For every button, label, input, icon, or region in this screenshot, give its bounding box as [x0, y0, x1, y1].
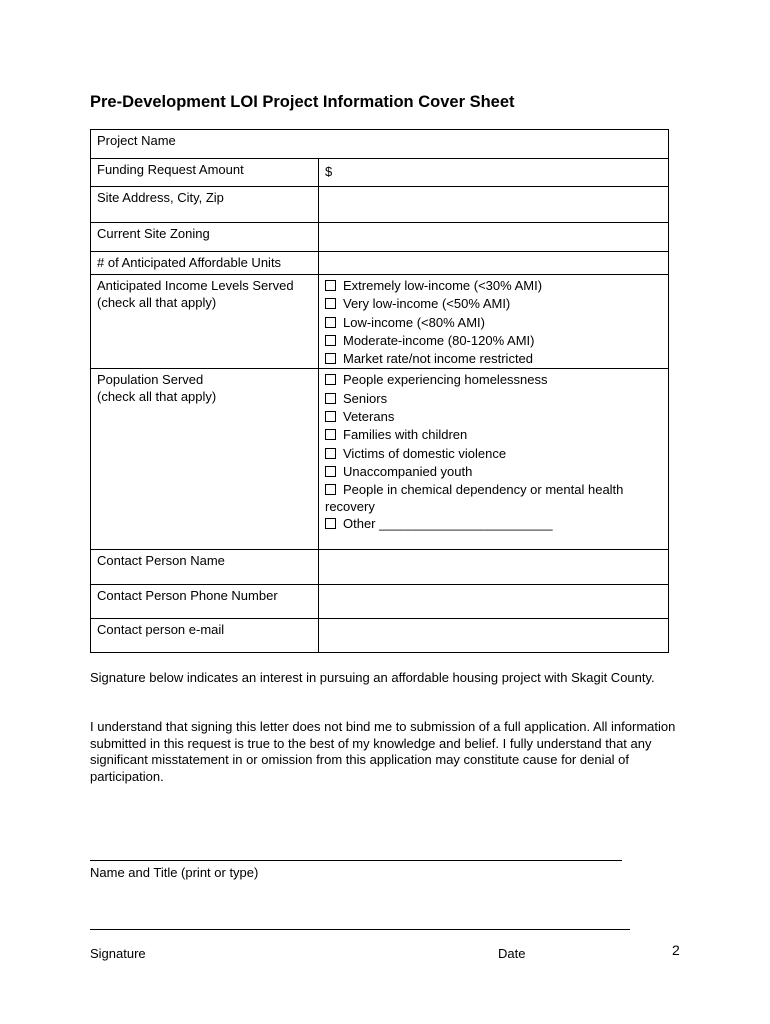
table-row [91, 252, 669, 275]
population-option[interactable]: People in chemical dependency or mental health recovery [325, 482, 624, 515]
population-option[interactable]: Seniors [325, 390, 663, 408]
table-row [91, 619, 669, 653]
checkbox-icon[interactable] [325, 393, 336, 404]
population-option[interactable]: Veterans [325, 408, 663, 426]
site-address-label: Site Address, City, Zip [91, 187, 319, 223]
checkbox-icon[interactable] [325, 374, 336, 385]
contact-email-field[interactable] [319, 619, 669, 653]
contact-name-field[interactable] [319, 550, 669, 585]
table-row [91, 187, 669, 223]
income-option[interactable]: Market rate/not income restricted [325, 350, 663, 368]
interest-paragraph: Signature below indicates an interest in pursuing an affordable housing project with Skagit County. [90, 670, 655, 685]
population-option[interactable]: Unaccompanied youth [325, 463, 663, 481]
contact-name-label: Contact Person Name [91, 550, 319, 585]
site-zoning-field[interactable] [319, 223, 669, 252]
affordable-units-field[interactable] [319, 252, 669, 275]
page-title: Pre-Development LOI Project Information Cover Sheet [90, 93, 515, 111]
population-option[interactable]: Other ________________________ [325, 515, 663, 533]
project-info-table [90, 129, 669, 653]
income-option[interactable]: Low-income (<80% AMI) [325, 314, 663, 332]
affordable-units-label: # of Anticipated Affordable Units [91, 252, 319, 275]
table-row [91, 369, 669, 550]
income-levels-label: Anticipated Income Levels Served [97, 278, 294, 293]
checkbox-icon[interactable] [325, 448, 336, 459]
income-options-cell [319, 275, 669, 369]
income-option[interactable]: Very low-income (<50% AMI) [325, 295, 663, 313]
checkbox-icon[interactable] [325, 335, 336, 346]
checkbox-icon[interactable] [325, 429, 336, 440]
contact-phone-field[interactable] [319, 585, 669, 619]
income-levels-hint: (check all that apply) [97, 295, 217, 310]
date-label: Date [498, 946, 526, 961]
page-number: 2 [672, 942, 680, 958]
project-name-label: Project Name [91, 130, 669, 159]
certification-paragraph: I understand that signing this letter does not bind me to submission of a full application. All information submitted in this request is true to the best of my knowledge and belief. I fully understand that any significant misstatement in or omission from this application may constitute cause for denial of participation. [90, 719, 676, 784]
name-title-signature-line[interactable] [90, 860, 622, 861]
name-title-label: Name and Title (print or type) [90, 865, 259, 880]
checkbox-icon[interactable] [325, 298, 336, 309]
population-option[interactable]: Victims of domestic violence [325, 445, 663, 463]
checkbox-icon[interactable] [325, 317, 336, 328]
site-address-field[interactable] [319, 187, 669, 223]
table-row [91, 550, 669, 585]
income-option[interactable]: Extremely low-income (<30% AMI) [325, 277, 663, 295]
signature-label: Signature [90, 946, 146, 961]
checkbox-icon[interactable] [325, 518, 336, 529]
contact-phone-label: Contact Person Phone Number [91, 585, 319, 619]
table-row [91, 223, 669, 252]
table-row [91, 159, 669, 187]
population-served-hint: (check all that apply) [97, 389, 217, 405]
checkbox-icon[interactable] [325, 411, 336, 422]
table-row [91, 130, 669, 159]
checkbox-icon[interactable] [325, 353, 336, 364]
population-option[interactable]: Families with children [325, 426, 663, 444]
table-row [91, 275, 669, 369]
population-served-label: Population Served [97, 372, 204, 388]
funding-request-value[interactable]: $ [319, 159, 669, 187]
population-options-cell [319, 369, 669, 550]
table-row [91, 585, 669, 619]
population-option[interactable]: People experiencing homelessness [325, 371, 663, 389]
signature-line[interactable] [90, 929, 630, 930]
income-levels-cell [91, 275, 319, 369]
checkbox-icon[interactable] [325, 280, 336, 291]
income-option[interactable]: Moderate-income (80-120% AMI) [325, 332, 663, 350]
funding-request-label: Funding Request Amount [91, 159, 319, 187]
site-zoning-label: Current Site Zoning [91, 223, 319, 252]
checkbox-icon[interactable] [325, 466, 336, 477]
contact-email-label: Contact person e-mail [91, 619, 319, 653]
population-served-cell [91, 369, 319, 550]
checkbox-icon[interactable] [325, 484, 336, 495]
